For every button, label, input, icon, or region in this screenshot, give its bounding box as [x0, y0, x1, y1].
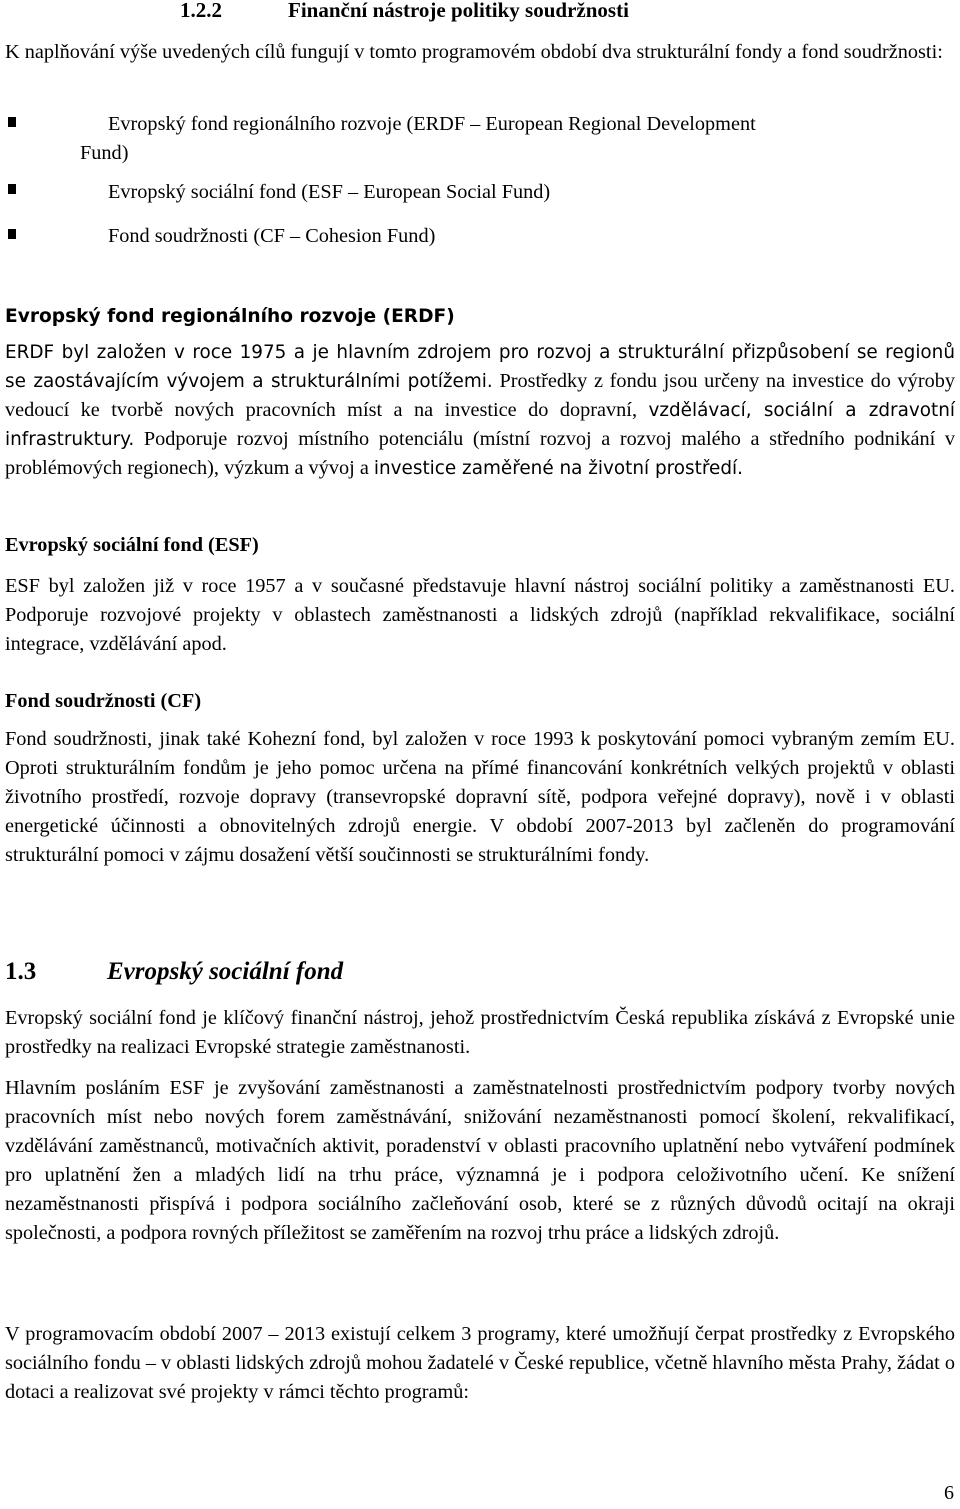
erdf-text-part-3: vzdělávací, sociální a zdravotní infrastruktury. — [5, 400, 955, 450]
erdf-text-part-2: Prostředky z fondu jsou určeny na investice do výroby vedoucí ke tvorbě nových pracovních míst a na investice do dopravní, — [5, 370, 955, 421]
erdf-text-part-1: ERDF byl založen v roce 1975 a je hlavním zdrojem pro rozvoj a strukturální přizpůsobení se regionů se zaostávajícím vývojem a strukturálními potížemi. — [5, 342, 955, 392]
erdf-text-part-4: Podporuje rozvoj místního potenciálu (místní rozvoj a rozvoj malého a středního podnikání v problémových regionech), výzkum a vývoj a — [5, 428, 955, 479]
section-title: Finanční nástroje politiky soudržnosti — [288, 0, 629, 22]
bullet-item-erdf-cont: Fund) — [80, 142, 129, 164]
erdf-heading: Evropský fond regionálního rozvoje (ERDF) — [5, 306, 455, 327]
esf-intro-paragraph: Evropský sociální fond je klíčový finanční nástroj, jehož prostřednictvím Česká republika získává z Evropské unie prostředky na realizaci Evropské strategie zaměstnanosti. — [5, 1007, 955, 1058]
cf-heading: Fond soudržnosti (CF) — [5, 690, 202, 712]
section-number: 1.3 — [5, 958, 37, 985]
bullet-item-erdf: Evropský fond regionálního rozvoje (ERDF – European Regional Development — [108, 113, 756, 135]
square-bullet-icon — [8, 229, 16, 239]
intro-paragraph: K naplňování výše uvedených cílů fungují v tomto programovém období dva strukturální fondy a fond soudržnosti: — [5, 41, 943, 63]
page-number: 6 — [944, 1482, 954, 1504]
erdf-text-part-5: investice zaměřené na životní prostředí. — [373, 458, 743, 479]
square-bullet-icon — [8, 117, 16, 127]
section-number: 1.2.2 — [180, 0, 222, 22]
section-title: Evropský sociální fond — [107, 958, 344, 985]
square-bullet-icon — [8, 184, 16, 194]
erdf-paragraph — [5, 338, 955, 483]
esf-heading: Evropský sociální fond (ESF) — [5, 534, 259, 556]
esf-mission-paragraph: Hlavním posláním ESF je zvyšování zaměstnanosti a zaměstnatelnosti prostřednictvím podpory tvorby nových pracovních míst nebo nových forem zaměstnávání, snižování nezaměstnanosti pomocí školení, rekvalifikací, vzdělávání zaměstnanců, motivačních aktivit, poradenství v oblasti pracovního uplatnění nebo vytváření podmínek pro uplatnění žen a mladých lidí na trhu práce, významná je i podpora celoživotního učení. Ke snížení nezaměstnanosti přispívá i podpora sociálního začleňování osob, které se z různých důvodů ocitají na okraji společnosti, a podpora rovných příležitost se zaměřením na rozvoj trhu práce a lidských zdrojů. — [5, 1077, 955, 1244]
section-heading-1-2-2 — [180, 0, 629, 23]
cf-paragraph: Fond soudržnosti, jinak také Kohezní fond, byl založen v roce 1993 k poskytování pomoci vybraným zemím EU. Oproti strukturálním fondům je jeho pomoc určena na přímé financování konkrétních velkých projektů v oblasti životního prostředí, rozvoje dopravy (transevropské dopravní sítě, podpora veřejné dopravy), nově i v oblasti energetické účinnosti a obnovitelných zdrojů energie. V období 2007-2013 byl začleněn do programování strukturální pomoci v zájmu dosažení větší součinnosti se strukturálními fondy. — [5, 728, 955, 866]
bullet-item-cf: Fond soudržnosti (CF – Cohesion Fund) — [108, 225, 436, 247]
esf-paragraph: ESF byl založen již v roce 1957 a v současné představuje hlavní nástroj sociální politiky a zaměstnanosti EU. Podporuje rozvojové projekty v oblastech zaměstnanosti a lidských zdrojů (například rekvalifikace, sociální integrace, vzdělávání apod. — [5, 575, 955, 655]
esf-programmes-paragraph: V programovacím období 2007 – 2013 existují celkem 3 programy, které umožňují čerpat prostředky z Evropského sociálního fondu – v oblasti lidských zdrojů mohou žadatelé v České republice, včetně hlavního města Prahy, žádat o dotaci a realizovat své projekty v rámci těchto programů: — [5, 1323, 955, 1403]
section-heading-1-3 — [5, 958, 343, 986]
bullet-item-esf: Evropský sociální fond (ESF – European Social Fund) — [108, 181, 551, 203]
